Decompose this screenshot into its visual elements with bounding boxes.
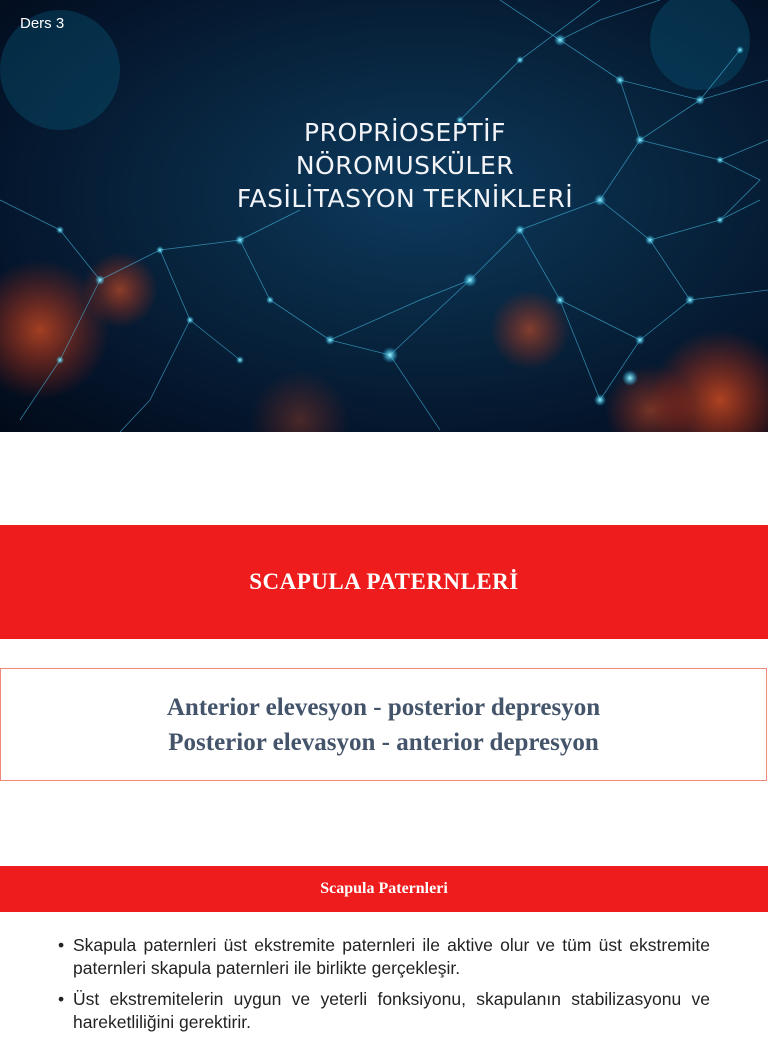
content-heading: Scapula Paternleri [320,880,448,897]
title-line: FASİLİTASYON TEKNİKLERİ [236,184,574,213]
presentation-title [0,116,768,215]
pattern-item: Anterior elevesyon - posterior depresyon [166,693,601,721]
title-line: NÖROMUSKÜLER [295,151,515,180]
pattern-list-box [0,668,767,781]
lesson-number-label: Ders 3 [20,15,65,32]
title-slide [0,0,768,432]
bullet-item: • Üst ekstremitelerin uygun ve yeterli fonksiyonu, skapulanın stabilizasyonu ve hareketliliğini gerektirir. [58,988,710,1034]
bullet-list [58,934,710,1042]
section-heading-band [0,525,768,639]
title-line: PROPRİOSEPTİF [304,118,506,147]
bullet-item: • Skapula paternleri üst ekstremite paternleri ile aktive olur ve tüm üst ekstremite paternleri skapula paternleri ile birlikte gerçekleşir. [58,934,710,980]
network-background-graphic [0,0,768,432]
content-heading-bar [0,866,768,912]
section-heading: SCAPULA PATERNLERİ [249,569,519,594]
pattern-item: Posterior elevasyon - anterior depresyon [168,728,599,756]
